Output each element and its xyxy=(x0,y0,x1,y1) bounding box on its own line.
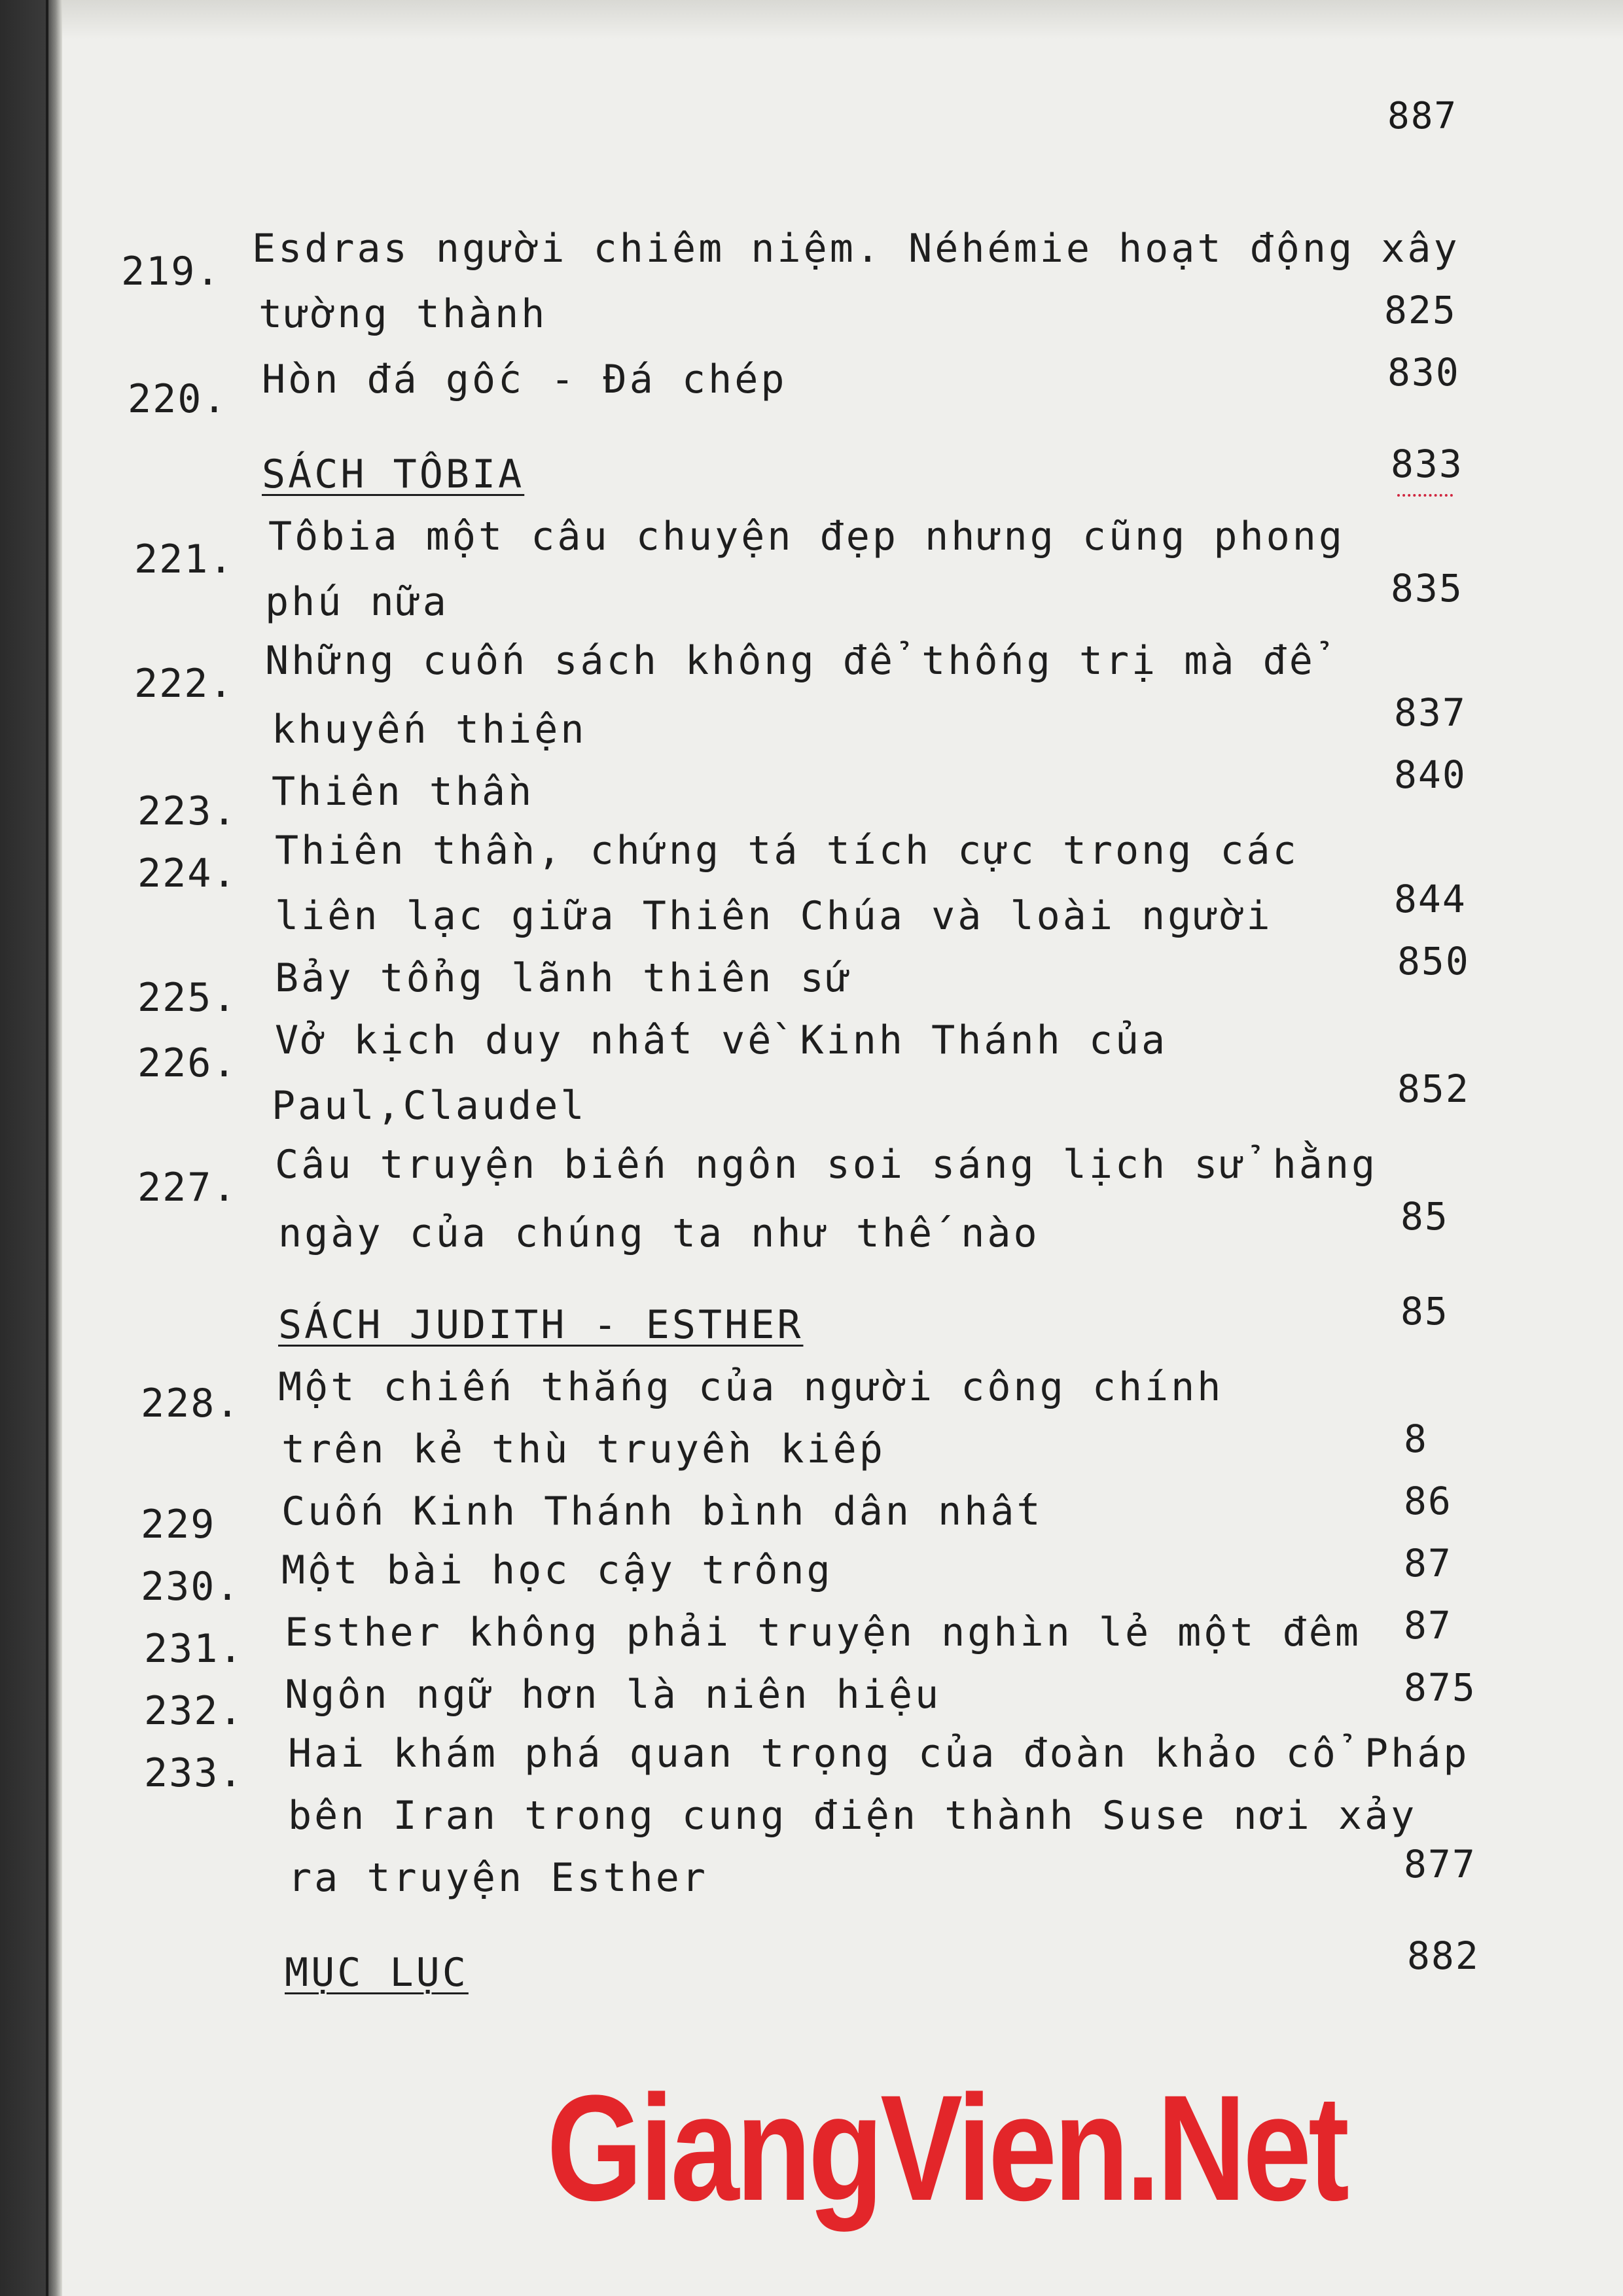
entry-page: 825 xyxy=(1384,288,1457,332)
entry-number: 232. xyxy=(144,1688,244,1734)
entry-number: 221. xyxy=(134,537,234,582)
entry-number: 233. xyxy=(144,1750,244,1796)
entry-title-line: Thiên thần, chứng tá tích cực trong các xyxy=(275,828,1299,874)
entry-page: 85 xyxy=(1400,1289,1449,1333)
entry-title-line: Esdras người chiêm niệm. Néhémie hoạt động xây xyxy=(252,226,1460,272)
entry-page: 840 xyxy=(1394,752,1467,797)
page-number: 887 xyxy=(1387,95,1458,137)
entry-title-line: Paul,Claudel xyxy=(272,1083,587,1129)
section-heading: MỤC LỤC xyxy=(285,1950,469,1996)
entry-page: 87 xyxy=(1404,1541,1452,1585)
watermark-logo: GiangVien.Net xyxy=(546,2064,1347,2232)
entry-number: 228. xyxy=(141,1381,241,1426)
entry-title-line: Ngôn ngữ hơn là niên hiệu xyxy=(285,1672,942,1718)
entry-page: 830 xyxy=(1387,350,1460,395)
entry-page: 85 xyxy=(1400,1194,1449,1239)
entry-title-line: Vở kịch duy nhất về Kinh Thánh của xyxy=(275,1017,1168,1063)
entry-number: 225. xyxy=(137,975,238,1021)
entry-page: 833 xyxy=(1391,442,1463,486)
entry-page: 852 xyxy=(1397,1067,1470,1111)
entry-number: 227. xyxy=(137,1165,238,1210)
entry-page: 844 xyxy=(1394,877,1467,921)
entry-title-line: Hai khám phá quan trọng của đoàn khảo cổ Pháp xyxy=(288,1731,1470,1776)
entry-page: 837 xyxy=(1394,690,1467,735)
entry-title-line: Cuốn Kinh Thánh bình dân nhất xyxy=(281,1489,1043,1534)
entry-title-line: phú nữa xyxy=(265,579,449,625)
entry-page: 877 xyxy=(1404,1842,1476,1886)
entry-number: 219. xyxy=(121,249,221,294)
entry-title-line: ngày của chúng ta như thế nào xyxy=(278,1210,1040,1256)
entry-page: 8 xyxy=(1404,1417,1428,1461)
entry-title-line: Câu truyện biến ngôn soi sáng lịch sử hằng xyxy=(275,1142,1378,1188)
entry-number: 222. xyxy=(134,661,234,707)
entry-title-line: ra truyện Esther xyxy=(288,1855,708,1901)
entry-number: 229 xyxy=(141,1502,216,1547)
entry-title-line: bên Iran trong cung điện thành Suse nơi xảy xyxy=(288,1793,1418,1839)
entry-page: 87 xyxy=(1404,1603,1452,1648)
entry-number: 226. xyxy=(137,1040,238,1086)
entry-number: 224. xyxy=(137,851,238,896)
section-heading: SÁCH JUDITH - ESTHER xyxy=(278,1302,804,1348)
entry-title-line: Tôbia một câu chuyện đẹp nhưng cũng phong xyxy=(268,514,1346,559)
entry-page: 835 xyxy=(1391,566,1463,610)
entry-page: 882 xyxy=(1407,1934,1480,1978)
entry-page: 875 xyxy=(1404,1665,1476,1710)
entry-number: 220. xyxy=(128,376,228,422)
entry-title-line: Một bài học cậy trông xyxy=(281,1547,833,1593)
entry-number: 231. xyxy=(144,1626,244,1672)
entry-page: 850 xyxy=(1397,939,1470,983)
entry-number: 223. xyxy=(137,788,238,834)
entry-number: 230. xyxy=(141,1564,241,1610)
entry-title-line: Thiên thần xyxy=(272,769,535,815)
entry-title-line: Những cuốn sách không để thống trị mà để xyxy=(265,638,1315,684)
section-heading: SÁCH TÔBIA xyxy=(262,451,525,497)
entry-title-line: liên lạc giữa Thiên Chúa và loài người xyxy=(275,893,1273,939)
entry-title-line: tường thành xyxy=(259,291,548,337)
entry-title-line: Hòn đá gốc - Đá chép xyxy=(262,357,787,402)
entry-title-line: Esther không phải truyện nghìn lẻ một đêm xyxy=(285,1610,1362,1655)
entry-title-line: Một chiến thắng của người công chính xyxy=(278,1364,1224,1410)
entry-title-line: Bảy tổng lãnh thiên sứ xyxy=(275,955,853,1001)
red-pen-mark xyxy=(1397,487,1453,497)
entry-title-line: khuyến thiện xyxy=(272,707,587,752)
entry-title-line: trên kẻ thù truyền kiếp xyxy=(281,1426,885,1472)
entry-page: 86 xyxy=(1404,1479,1452,1523)
